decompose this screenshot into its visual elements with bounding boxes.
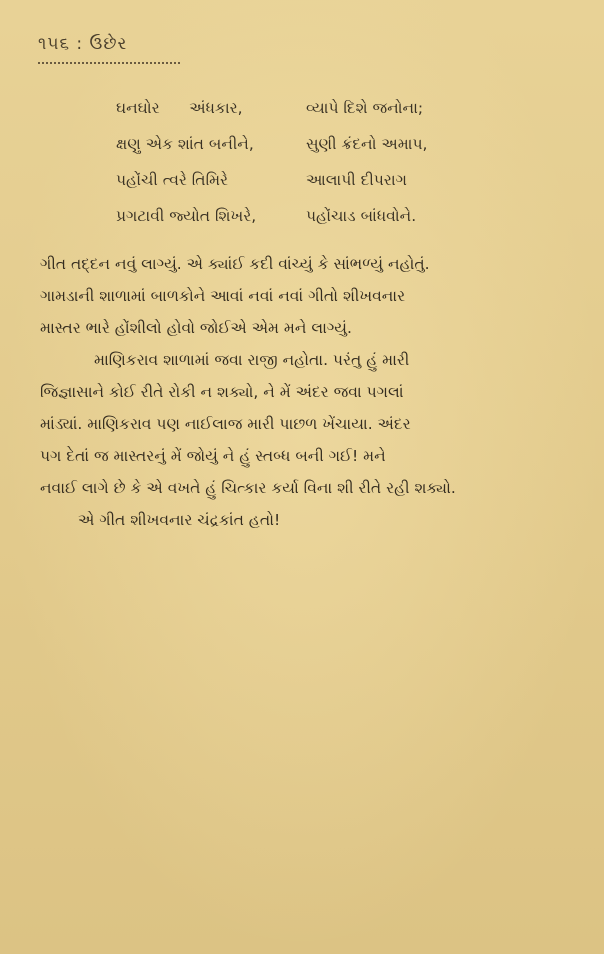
verse-segment: વ્યાપે દિશે જનોના;: [306, 98, 424, 117]
prose-line: માણિકરાવ શાળામાં જવા રાજી નહોતા. પરંતુ હું મારી: [94, 351, 410, 369]
prose-block: [40, 248, 576, 536]
prose-line: જિજ્ઞાસાને કોઈ રીતે રોકી ન શક્યો, ને મેં અંદર જવા પગલાં: [40, 383, 404, 401]
verse-block: [116, 90, 546, 234]
prose-line: ગીત તદ્દન નવું લાગ્યું. એ ક્યાંઈ કદી વાંચ્યું કે સાંભળ્યું નહોતું.: [40, 255, 430, 273]
page-number-and-title: ૧૫૬ : ઉછેર: [38, 34, 128, 54]
prose-line: એ ગીત શીખવનાર ચંદ્રકાંત હતો!: [78, 511, 281, 529]
verse-line: [116, 198, 546, 234]
verse-segment: આલાપી દીપરાગ: [306, 170, 407, 189]
verse-line: [116, 162, 546, 198]
prose-line: નવાઈ લાગે છે કે એ વખતે હું ચિત્કાર કર્યા વિના શી રીતે રહી શક્યો.: [40, 479, 456, 497]
verse-segment: ઘનઘોર અંધકાર,: [116, 98, 243, 117]
decorative-rule: [38, 58, 180, 64]
verse-segment: પહોંચી ત્વરે તિમિરે: [116, 170, 229, 189]
verse-segment: પ્રગટાવી જ્યોત શિખરે,: [116, 206, 257, 225]
verse-segment: ક્ષણુ એક શાંત બનીને,: [116, 134, 254, 153]
prose-line: ગામડાની શાળામાં બાળકોને આવાં નવાં નવાં ગીતો શીખવનાર: [40, 287, 406, 305]
prose-line: પગ દેતાં જ માસ્તરનું મેં જોયું ને હું સ્તબ્ધ બની ગઈ! મને: [40, 447, 386, 465]
prose-line: માસ્તર ભારે હોંશીલો હોવો જોઈએ એમ મને લાગ્યું.: [40, 319, 352, 337]
verse-line: [116, 126, 546, 162]
verse-segment: પહોંચાડ બાંધવોને.: [306, 206, 417, 225]
running-head: [38, 34, 180, 64]
verse-line: [116, 90, 546, 126]
prose-line: માંડ્યાં. માણિકરાવ પણ નાઈલાજ મારી પાછળ ખેંચાયા. અંદર: [40, 415, 411, 433]
verse-segment: સુણી ક્રંદનો અમાપ,: [306, 134, 428, 153]
